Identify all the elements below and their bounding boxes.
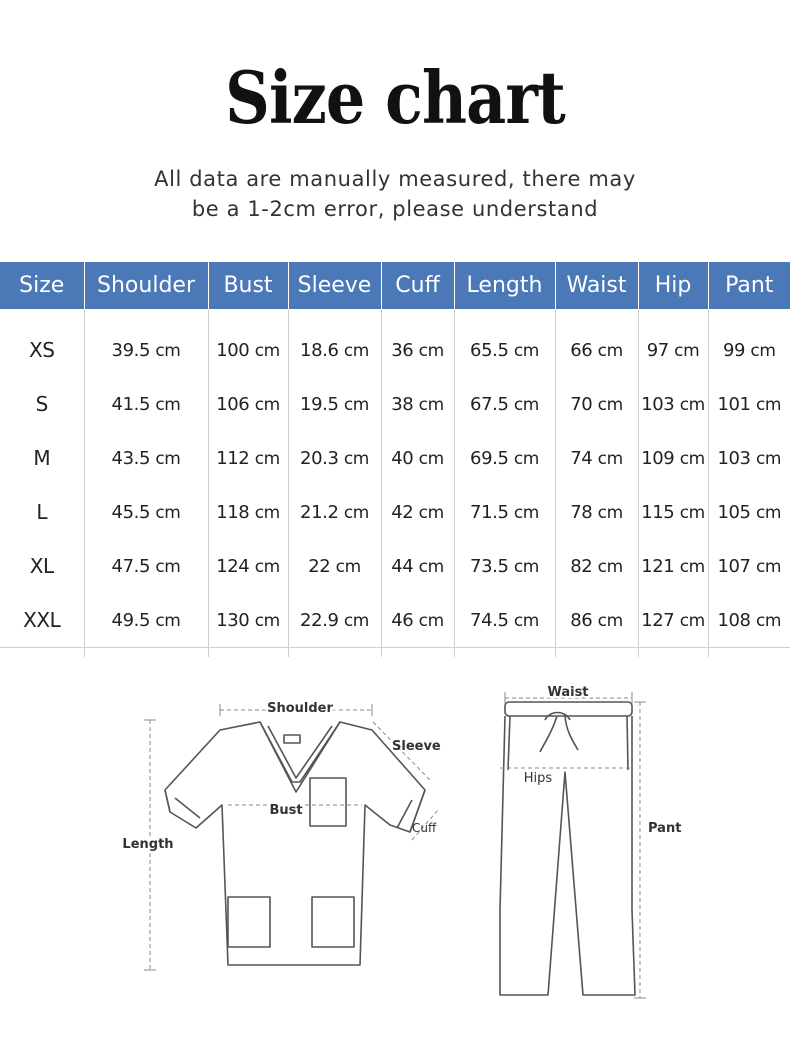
measurement-value: 69.5	[470, 447, 509, 469]
measurement-cell	[288, 485, 381, 539]
measurement-cell	[638, 485, 708, 539]
unit-label: cm	[755, 448, 782, 469]
unit-label: cm	[597, 394, 623, 415]
measurement-cell	[454, 309, 555, 377]
column-header: Length	[454, 262, 555, 309]
measurement-value: 42	[391, 501, 414, 523]
subtitle	[0, 164, 790, 224]
v-neck-inner	[268, 726, 332, 778]
measurement-value: 103	[641, 393, 675, 415]
unit-label: cm	[343, 340, 369, 361]
measurement-cell	[381, 431, 454, 485]
unit-label: cm	[343, 448, 369, 469]
scrub-top-outline	[165, 722, 425, 965]
table-row	[0, 431, 790, 485]
table-row	[0, 377, 790, 431]
measurement-value: 82	[570, 555, 593, 577]
measurement-cell	[84, 431, 208, 485]
measurement-cell	[555, 377, 638, 431]
column-header: Pant	[708, 262, 790, 309]
measurement-value: 73.5	[470, 555, 509, 577]
measurement-value: 22	[308, 555, 331, 577]
measurement-value: 97	[646, 339, 669, 361]
hips-label: Hips	[523, 771, 553, 786]
unit-label: cm	[513, 610, 539, 631]
page-title: Size chart	[225, 55, 565, 140]
measurement-value: 70	[570, 393, 593, 415]
unit-label: cm	[155, 556, 181, 577]
measurement-value: 21.2	[300, 501, 339, 523]
unit-label: cm	[155, 448, 181, 469]
column-header: Waist	[555, 262, 638, 309]
measurement-cell	[708, 431, 790, 485]
unit-label: cm	[679, 610, 705, 631]
measurement-value: 127	[641, 609, 675, 631]
unit-label: cm	[343, 502, 369, 523]
unit-label: cm	[254, 502, 280, 523]
size-cell: XXL	[0, 593, 84, 657]
unit-label: cm	[155, 394, 181, 415]
waistband	[505, 702, 632, 716]
unit-label: cm	[343, 394, 369, 415]
unit-label: cm	[155, 502, 181, 523]
unit-label: cm	[513, 556, 539, 577]
unit-label: cm	[254, 610, 280, 631]
unit-label: cm	[597, 448, 623, 469]
measurement-value: 18.6	[300, 339, 339, 361]
unit-label: cm	[418, 448, 444, 469]
measurement-value: 41.5	[111, 393, 151, 415]
drawstring	[540, 713, 578, 753]
unit-label: cm	[679, 394, 705, 415]
column-header: Shoulder	[84, 262, 208, 309]
measurement-value: 100	[216, 339, 250, 361]
measurement-value: 46	[391, 609, 414, 631]
measurement-cell	[84, 485, 208, 539]
measurement-cell	[208, 485, 288, 539]
measurement-value: 78	[570, 501, 593, 523]
subtitle-line-1: All data are manually measured, there may	[154, 167, 636, 191]
unit-label: cm	[755, 394, 782, 415]
unit-label: cm	[755, 502, 782, 523]
measurement-value: 108	[717, 609, 751, 631]
unit-label: cm	[513, 340, 539, 361]
subtitle-line-2: be a 1-2cm error, please understand	[191, 197, 599, 221]
measurement-value: 103	[717, 447, 751, 469]
unit-label: cm	[418, 394, 444, 415]
unit-label: cm	[513, 394, 539, 415]
left-pocket	[228, 897, 270, 947]
measurement-value: 121	[641, 555, 675, 577]
measurement-value: 101	[717, 393, 751, 415]
left-sleeve-cuff	[165, 790, 200, 818]
measurement-cell	[288, 539, 381, 593]
unit-label: cm	[597, 340, 623, 361]
chest-pocket	[310, 778, 346, 826]
measurement-value: 66	[570, 339, 593, 361]
measurement-cell	[288, 377, 381, 431]
measurement-value: 124	[216, 555, 250, 577]
measurement-cell	[638, 309, 708, 377]
unit-label: cm	[597, 502, 623, 523]
measurement-cell	[708, 377, 790, 431]
measurement-cell	[708, 539, 790, 593]
measurement-value: 118	[216, 501, 250, 523]
unit-label: cm	[597, 556, 623, 577]
unit-label: cm	[254, 394, 280, 415]
unit-label: cm	[679, 448, 705, 469]
measurement-value: 107	[717, 555, 751, 577]
measurement-cell	[555, 539, 638, 593]
waist-label: Waist	[547, 685, 589, 700]
measurement-value: 109	[641, 447, 675, 469]
unit-label: cm	[597, 610, 623, 631]
measurement-cell	[638, 431, 708, 485]
measurement-value: 40	[391, 447, 414, 469]
measurement-value: 44	[391, 555, 414, 577]
unit-label: cm	[418, 340, 444, 361]
unit-label: cm	[513, 448, 539, 469]
measurement-value: 49.5	[111, 609, 151, 631]
measurement-value: 39.5	[111, 339, 151, 361]
measurement-value: 20.3	[300, 447, 339, 469]
measurement-value: 71.5	[470, 501, 509, 523]
size-cell: XS	[0, 309, 84, 377]
garment-diagram	[0, 660, 790, 1055]
measurement-cell	[208, 309, 288, 377]
column-header: Sleeve	[288, 262, 381, 309]
table-header-row	[0, 262, 790, 309]
measurement-value: 22.9	[300, 609, 339, 631]
measurement-value: 43.5	[111, 447, 151, 469]
table-row	[0, 539, 790, 593]
measurement-cell	[708, 309, 790, 377]
measurement-value: 45.5	[111, 501, 151, 523]
unit-label: cm	[679, 502, 705, 523]
measurement-cell	[381, 309, 454, 377]
unit-label: cm	[750, 340, 776, 361]
measurement-value: 36	[391, 339, 414, 361]
column-header: Cuff	[381, 262, 454, 309]
measurement-cell	[454, 539, 555, 593]
unit-label: cm	[674, 340, 700, 361]
column-header: Bust	[208, 262, 288, 309]
measurement-value: 74.5	[470, 609, 509, 631]
unit-label: cm	[155, 340, 181, 361]
table-row	[0, 309, 790, 377]
measurement-cell	[638, 539, 708, 593]
measurement-value: 99	[722, 339, 746, 361]
measurement-value: 47.5	[111, 555, 151, 577]
measurement-value: 115	[641, 501, 675, 523]
unit-label: cm	[343, 610, 369, 631]
table-row	[0, 485, 790, 539]
sleeve-label: Sleeve	[392, 739, 441, 754]
shoulder-label: Shoulder	[267, 701, 333, 716]
unit-label: cm	[418, 556, 444, 577]
table-body	[0, 309, 790, 657]
unit-label: cm	[755, 556, 782, 577]
measurement-cell	[454, 485, 555, 539]
measurement-cell	[84, 377, 208, 431]
column-header: Hip	[638, 262, 708, 309]
unit-label: cm	[679, 556, 705, 577]
measurement-cell	[708, 485, 790, 539]
measurement-value: 106	[216, 393, 250, 415]
measurement-value: 67.5	[470, 393, 509, 415]
unit-label: cm	[513, 502, 539, 523]
right-pocket	[312, 897, 354, 947]
measurement-cell	[208, 431, 288, 485]
size-cell: XL	[0, 539, 84, 593]
measurement-cell	[288, 309, 381, 377]
measurement-value: 112	[216, 447, 250, 469]
bust-label: Bust	[269, 803, 303, 818]
unit-label: cm	[418, 502, 444, 523]
measurement-cell	[288, 431, 381, 485]
unit-label: cm	[254, 448, 280, 469]
cuff-label: Cuff	[412, 821, 437, 835]
measurement-value: 19.5	[300, 393, 339, 415]
size-cell: L	[0, 485, 84, 539]
measurement-cell	[555, 309, 638, 377]
label-tag	[284, 735, 300, 743]
measurement-value: 38	[391, 393, 414, 415]
measurement-value: 74	[570, 447, 593, 469]
pants-outline	[500, 716, 635, 995]
table-bottom-border	[0, 647, 790, 648]
unit-label: cm	[254, 340, 280, 361]
measurement-cell	[381, 485, 454, 539]
size-cell: S	[0, 377, 84, 431]
measurement-cell	[381, 377, 454, 431]
size-cell: M	[0, 431, 84, 485]
measurement-cell	[638, 377, 708, 431]
unit-label: cm	[335, 556, 361, 577]
measurement-cell	[208, 539, 288, 593]
measurement-value: 130	[216, 609, 250, 631]
measurement-cell	[84, 309, 208, 377]
measurement-value: 86	[570, 609, 593, 631]
pant-label: Pant	[648, 821, 682, 836]
length-label: Length	[122, 837, 174, 852]
unit-label: cm	[418, 610, 444, 631]
unit-label: cm	[254, 556, 280, 577]
pants-side-seam	[508, 716, 628, 770]
measurement-cell	[454, 431, 555, 485]
measurement-cell	[208, 377, 288, 431]
size-table	[0, 262, 790, 657]
column-header: Size	[0, 262, 84, 309]
measurement-cell	[454, 377, 555, 431]
measurement-value: 105	[717, 501, 751, 523]
unit-label: cm	[755, 610, 782, 631]
measurement-cell	[381, 539, 454, 593]
measurement-cell	[84, 539, 208, 593]
measurement-cell	[555, 485, 638, 539]
measurement-cell	[555, 431, 638, 485]
unit-label: cm	[155, 610, 181, 631]
measurement-value: 65.5	[470, 339, 509, 361]
